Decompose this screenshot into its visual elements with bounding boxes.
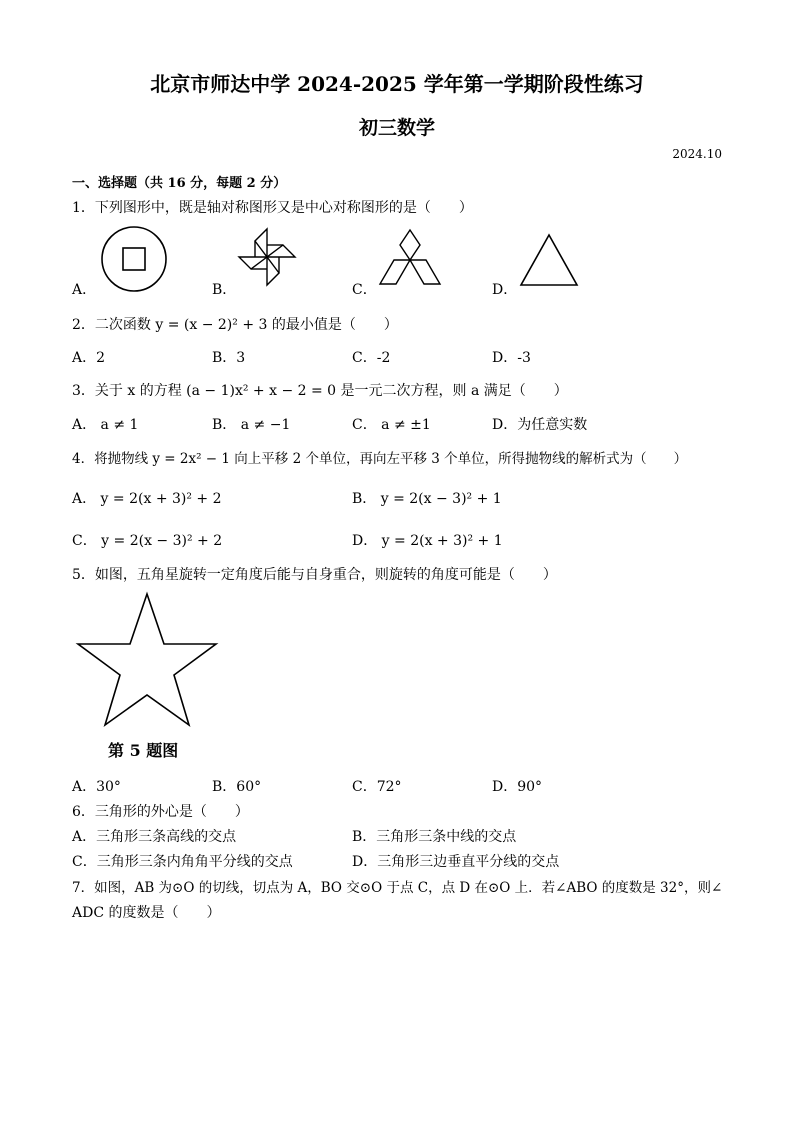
q4-option-d[interactable]: D． y = 2(x + 3)² + 1	[352, 533, 503, 549]
question-6-stem: 6．三角形的外心是（ ）	[72, 804, 249, 820]
q2-option-b[interactable]: B．3	[212, 350, 246, 366]
exam-date: 2024.10	[672, 147, 722, 161]
question-7-stem-line2: ADC 的度数是（ ）	[72, 905, 221, 921]
q3-option-a[interactable]: A． a ≠ 1	[72, 417, 139, 433]
question-4-stem: 4．将抛物线 y = 2x² − 1 向上平移 2 个单位，再向左平移 3 个单位，所得抛物线的解析式为（ ）	[72, 451, 688, 467]
q3-option-d[interactable]: D．为任意实数	[492, 417, 588, 433]
section-heading: 一、选择题（共 16 分，每题 2 分）	[72, 176, 287, 191]
q1-figure-b-icon	[237, 227, 299, 289]
q1-option-b[interactable]: B．	[212, 282, 237, 298]
q5-option-b[interactable]: B．60°	[212, 779, 262, 795]
q4-option-b[interactable]: B． y = 2(x − 3)² + 1	[352, 491, 502, 507]
q6-option-c[interactable]: C．三角形三条内角角平分线的交点	[72, 854, 293, 870]
q6-option-a[interactable]: A．三角形三条高线的交点	[72, 829, 237, 845]
q2-option-d[interactable]: D．-3	[492, 350, 531, 366]
q2-option-a[interactable]: A．2	[72, 350, 106, 366]
figure-5-caption: 第 5 题图	[108, 741, 179, 760]
question-2-stem: 2．二次函数 y = (x − 2)² + 3 的最小值是（ ）	[72, 317, 398, 333]
q1-option-a[interactable]: A．	[72, 282, 97, 298]
q1-figure-a-icon	[100, 226, 170, 296]
q4-option-a[interactable]: A． y = 2(x + 3)² + 2	[72, 491, 222, 507]
q3-option-c[interactable]: C． a ≠ ±1	[352, 417, 431, 433]
question-7-stem-line1: 7．如图，AB 为⊙O 的切线，切点为 A，BO 交⊙O 于点 C，点 D 在⊙O 上．若∠ABO 的度数是 32°，则∠	[72, 880, 723, 896]
star-figure-icon	[74, 590, 220, 730]
q3-option-b[interactable]: B． a ≠ −1	[212, 417, 291, 433]
page-subtitle: 初三数学	[358, 117, 435, 139]
question-3-stem: 3．关于 x 的方程 (a − 1)x² + x − 2 = 0 是一元二次方程，则 a 满足（ ）	[72, 383, 568, 399]
q6-option-b[interactable]: B．三角形三条中线的交点	[352, 829, 517, 845]
question-5-stem: 5．如图，五角星旋转一定角度后能与自身重合，则旋转的角度可能是（ ）	[72, 567, 557, 583]
q1-figure-d-icon	[518, 232, 580, 288]
q1-option-d[interactable]: D．	[492, 282, 518, 298]
q5-option-a[interactable]: A．30°	[72, 779, 121, 795]
q6-option-d[interactable]: D．三角形三边垂直平分线的交点	[352, 854, 560, 870]
q2-option-c[interactable]: C．-2	[352, 350, 391, 366]
q1-figure-c-icon	[374, 228, 446, 288]
q5-option-d[interactable]: D．90°	[492, 779, 543, 795]
page-title: 北京市师达中学 2024-2025 学年第一学期阶段性练习	[150, 72, 644, 96]
q1-option-c[interactable]: C．	[352, 282, 377, 298]
q5-option-c[interactable]: C．72°	[352, 779, 402, 795]
question-1-stem: 1．下列图形中，既是轴对称图形又是中心对称图形的是（ ）	[72, 200, 473, 216]
q4-option-c[interactable]: C． y = 2(x − 3)² + 2	[72, 533, 223, 549]
